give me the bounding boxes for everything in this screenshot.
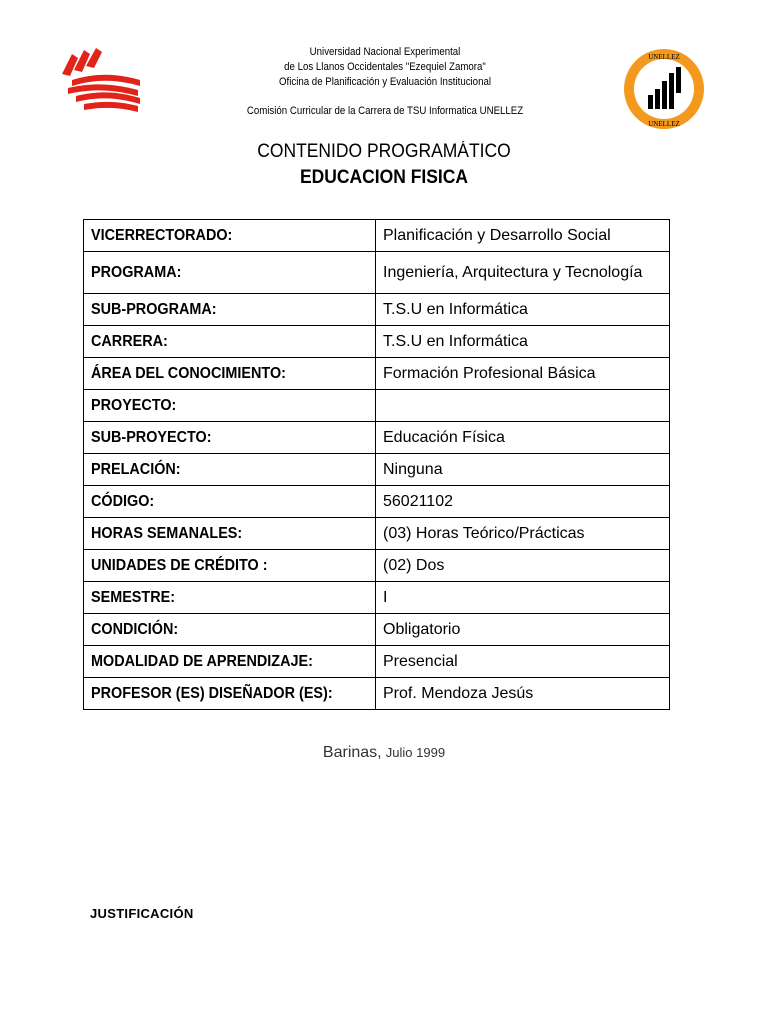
place-and-date	[0, 744, 768, 762]
university-name-line1: Universidad Nacional Experimental	[309, 46, 461, 58]
table-row	[84, 646, 670, 678]
row-label: CARRERA:	[91, 332, 168, 350]
institution-header	[178, 45, 592, 119]
row-label: PROFESOR (ES) DISEÑADOR (ES):	[91, 684, 333, 702]
row-label: SUB-PROGRAMA:	[91, 300, 217, 318]
row-value: Prof. Mendoza Jesús	[376, 678, 670, 710]
table-row	[84, 518, 670, 550]
row-label: HORAS SEMANALES:	[91, 524, 243, 542]
row-label: PROGRAMA:	[91, 263, 182, 281]
row-value: Obligatorio	[376, 614, 670, 646]
place: Barinas,	[322, 744, 382, 761]
seal-top-text: UNELLEZ	[648, 53, 680, 61]
row-label: CONDICIÓN:	[91, 620, 179, 638]
row-label: UNIDADES DE CRÉDITO :	[91, 556, 268, 574]
table-row	[84, 454, 670, 486]
unellez-stripes-logo-icon	[58, 44, 144, 116]
row-label: SEMESTRE:	[91, 588, 176, 606]
row-label: ÁREA DEL CONOCIMIENTO:	[91, 364, 286, 382]
row-label: CÓDIGO:	[91, 492, 155, 510]
table-row	[84, 614, 670, 646]
row-value: I	[376, 582, 670, 614]
row-label: MODALIDAD DE APRENDIZAJE:	[91, 652, 313, 670]
row-value: (02) Dos	[376, 550, 670, 582]
table-row	[84, 358, 670, 390]
row-value: 56021102	[376, 486, 670, 518]
table-row	[84, 252, 670, 294]
row-value: T.S.U en Informática	[376, 294, 670, 326]
table-row	[84, 390, 670, 422]
row-value: T.S.U en Informática	[376, 326, 670, 358]
row-label: SUB-PROYECTO:	[91, 428, 212, 446]
office-name: Oficina de Planificación y Evaluación Institucional	[278, 76, 491, 88]
unellez-opei-seal-icon	[622, 47, 706, 131]
section-heading-justificacion: JUSTIFICACIÓN	[90, 906, 194, 921]
table-row	[84, 326, 670, 358]
row-value	[376, 390, 670, 422]
table-row	[84, 550, 670, 582]
row-value: Presencial	[376, 646, 670, 678]
table-row	[84, 678, 670, 710]
row-value: Planificación y Desarrollo Social	[376, 220, 670, 252]
table-row	[84, 582, 670, 614]
row-value: Formación Profesional Básica	[376, 358, 670, 390]
table-row	[84, 220, 670, 252]
table-row	[84, 294, 670, 326]
row-value: (03) Horas Teórico/Prácticas	[376, 518, 670, 550]
document-title: CONTENIDO PROGRAMÁTICO	[257, 141, 511, 162]
row-label: VICERRECTORADO:	[91, 226, 233, 244]
row-value: Ingeniería, Arquitectura y Tecnología	[376, 252, 670, 294]
course-info-table	[83, 219, 670, 710]
row-value: Ninguna	[376, 454, 670, 486]
curricular-commission: Comisión Curricular de la Carrera de TSU Informatica UNELLEZ	[246, 105, 524, 117]
row-label: PROYECTO:	[91, 396, 177, 414]
university-name-line2: de Los Llanos Occidentales "Ezequiel Zamora"	[284, 61, 486, 73]
row-value: Educación Física	[376, 422, 670, 454]
row-label: PRELACIÓN:	[91, 460, 181, 478]
table-row	[84, 422, 670, 454]
seal-bottom-text: UNELLEZ	[648, 120, 680, 128]
subject-title: EDUCACION FISICA	[299, 167, 469, 188]
date: Julio 1999	[385, 745, 446, 760]
table-row	[84, 486, 670, 518]
